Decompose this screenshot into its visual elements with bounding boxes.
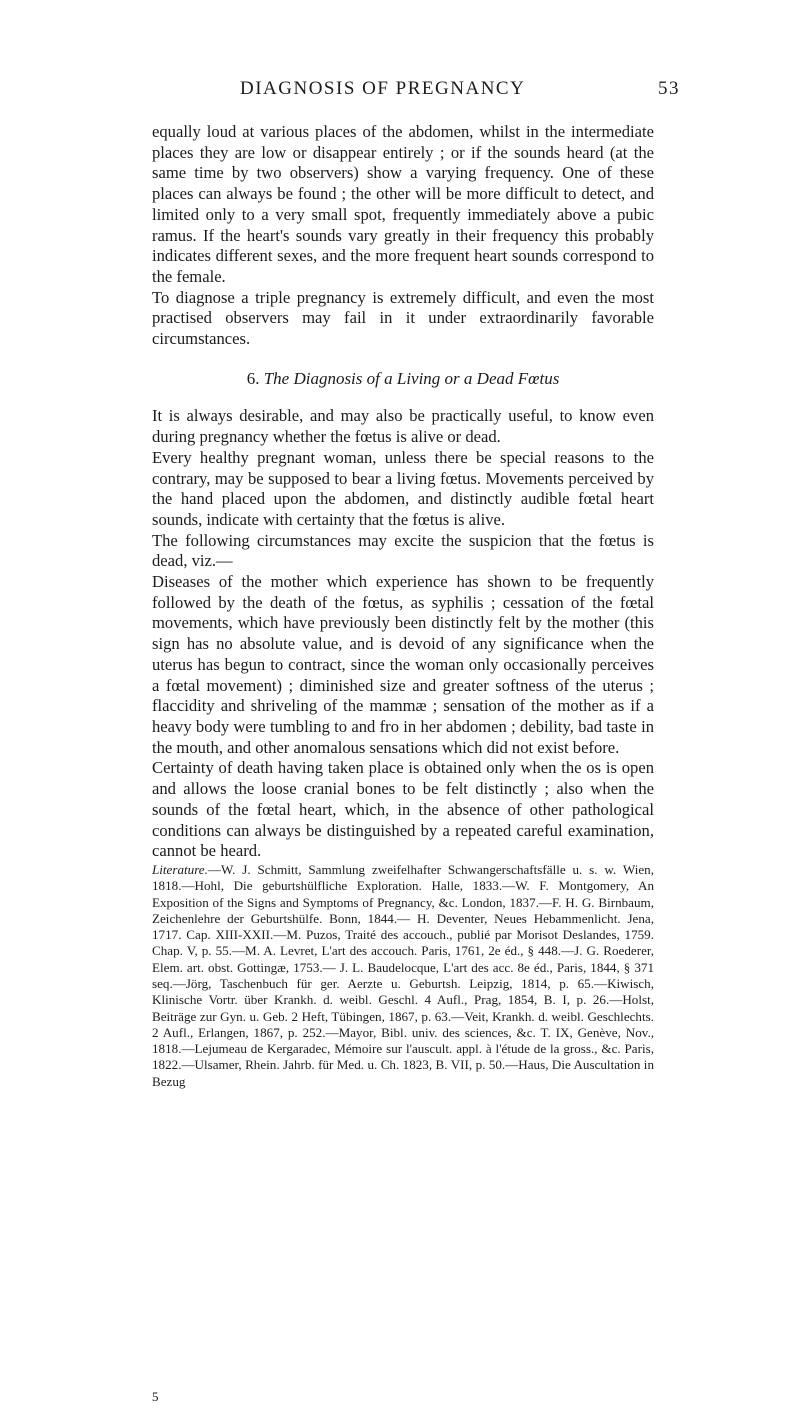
section-heading	[152, 369, 654, 390]
section-number: 6.	[246, 368, 260, 388]
paragraph-suspicion: The following circumstances may excite the suspicion that the fœtus is dead, viz.—	[152, 530, 654, 571]
literature-label: Literature.	[152, 861, 208, 877]
paragraph-healthy-woman: Every healthy pregnant woman, unless there be special reasons to the contrary, may be supposed to bear a living fœtus. Movements perceived by the hand placed upon the abdomen, and distinctly audible fœtal heart sounds, indicate with certainty that the fœtus is alive.	[152, 447, 654, 529]
running-title: DIAGNOSIS OF PREGNANCY	[240, 78, 526, 99]
paragraph-continued: equally loud at various places of the abdomen, whilst in the intermediate places they are low or disappear entirely ; or if the sounds heard (at the same time by two observers) show a varying frequency. One of these places can always be found ; the other will be more difficult to detect, and limited only to a very small spot, frequently immediately above a pubic ramus. If the heart's sounds vary greatly in their frequency this probably indicates different sexes, and the more frequent heart sounds correspond to the female.	[152, 122, 654, 286]
section-title: The Diagnosis of a Living or a Dead Fœtus	[263, 368, 560, 388]
page-number: 53	[658, 78, 680, 99]
paragraph-diseases: Diseases of the mother which experience has shown to be frequently followed by the death of the fœtus, as syphilis ; cessation of the fœtal movements, which have previously been distinctly felt by the mother (this sign has no absolute value, and is devoid of any significance when the uterus has begun to contract, since the woman only occasionally perceives a fœtal movement) ; diminished size and greater softness of the uterus ; flaccidity and shriveling of the mammæ ; sensation of the mother as if a heavy body were tumbling to and fro in her abdomen ; debility, bad taste in the mouth, and other anomalous sensations which did not exist before.	[152, 572, 654, 757]
running-head	[240, 78, 680, 108]
paragraph-triple-pregnancy: To diagnose a triple pregnancy is extremely difficult, and even the most practised observers may fail in it under extraordinarily favorable circumstances.	[152, 287, 654, 349]
signature-mark: 5	[152, 1389, 159, 1404]
main-text	[152, 122, 654, 1090]
literature-references	[152, 862, 654, 1090]
paragraph-certainty: Certainty of death having taken place is obtained only when the os is open and allows the loose cranial bones to be felt distinctly ; also when the sounds of the fœtal heart, which, in the absence of other pathological conditions can always be distinguished by a repeated careful examination, cannot be heard.	[152, 758, 654, 861]
literature-text: —W. J. Schmitt, Sammlung zweifelhafter Schwangerschaftsfälle u. s. w. Wien, 1818.—Hohl, Die geburtshülfliche Exploration. Halle, 1833.—W. F. Montgomery, An Exposition of the Signs and Symptoms of Pregnancy, &c. London, 1837.—F. H. G. Birnbaum, Zeichenlehre der Geburtshülfe. Bonn, 1844.— H. Deventer, Neues Hebammenlicht. Jena, 1717. Cap. XIII-XXII.—M. Puzos, Traité des accouch., publié par Morisot Deslandes, 1759. Chap. V, p. 55.—M. A. Levret, L'art des accouch. Paris, 1761, 2e éd., § 448.—J. G. Roederer, Elem. art. obst. Gottingæ, 1753.— J. L. Baudelocque, L'art des acc. 8e éd., Paris, 1844, § 371 seq.—Jörg, Taschenbuch für ger. Aerzte u. Geburtsh. Leipzig, 1814, p. 65.—Kiwisch, Klinische Vortr. über Krankh. d. weibl. Geschl. 4 Aufl., Prag, 1854, B. I, p. 26.—Holst, Beiträge zur Gyn. u. Geb. 2 Heft, Tübingen, 1867, p. 63.—Veit, Krankh. d. weibl. Geschlechts. 2 Aufl., Erlangen, 1867, p. 252.—Mayor, Bibl. univ. des sciences, &c. T. IX, Genève, Nov., 1818.—Lejumeau de Kergaradec, Mémoire sur l'auscult. appl. à l'étude de la gross., &c. Paris, 1822.—Ulsamer, Rhein. Jahrb. für Med. u. Ch. 1823, B. VII, p. 50.—Haus, Die Auscultation in Bezug	[152, 861, 654, 1089]
paragraph-desirable: It is always desirable, and may also be practically useful, to know even during pregnancy whether the fœtus is alive or dead.	[152, 406, 654, 447]
